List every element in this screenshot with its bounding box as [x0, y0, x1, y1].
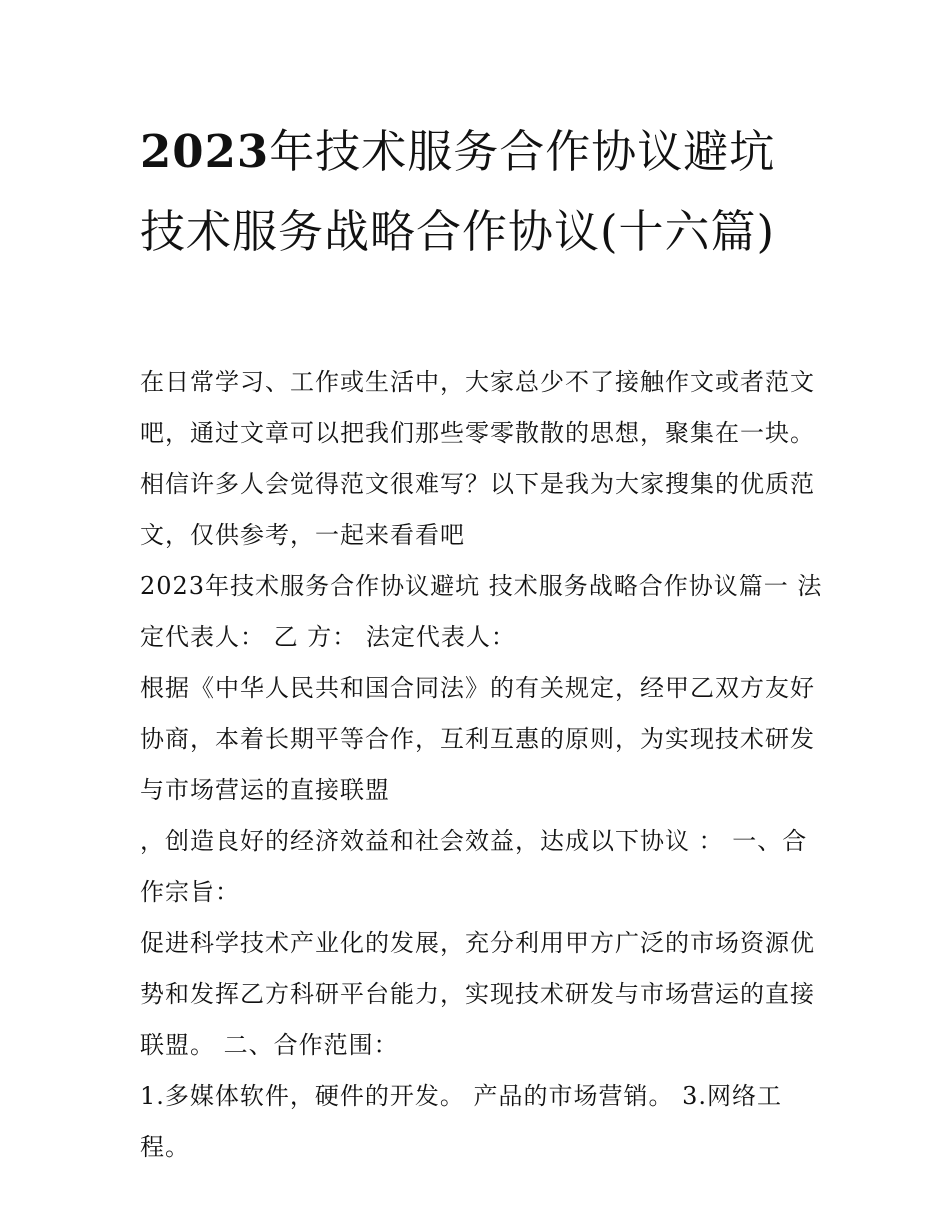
title-year: 2023	[140, 125, 270, 178]
paragraph-scope: 1.多媒体软件，硬件的开发。 产品的市场营销。 3.网络工程。	[140, 1082, 783, 1161]
paragraph-agreement: ，创造良好的经济效益和社会效益，达成以下协议 ： 一、合作宗旨：	[140, 827, 808, 906]
paragraph-purpose: 促进科学技术产业化的发展，充分利用甲方广泛的市场资源优势和发挥乙方科研平台能力，实现技术研发与市场营运的直接联盟。 二、合作范围：	[140, 929, 815, 1059]
paragraph-intro: 在日常学习、工作或生活中，大家总少不了接触作文或者范文吧，通过文章可以把我们那些零零散散的思想，聚集在一块。相信许多人会觉得范文很难写？以下是我为大家搜集的优质范文，仅供参考，一起来看看吧	[140, 368, 815, 549]
title-text: 年技术服务合作协议避坑技术服务战略合作协议(十六篇)	[140, 125, 776, 258]
document-title	[140, 112, 820, 272]
paragraph-basis: 根据《中华人民共和国合同法》的有关规定，经甲乙双方友好协商，本着长期平等合作，互利互惠的原则，为实现技术研发与市场营运的直接联盟	[140, 674, 815, 804]
paragraph-parties: 2023年技术服务合作协议避坑 技术服务战略合作协议篇一 法定代表人： 乙 方： 法定代表人：	[140, 572, 823, 651]
document-body	[140, 357, 825, 1173]
